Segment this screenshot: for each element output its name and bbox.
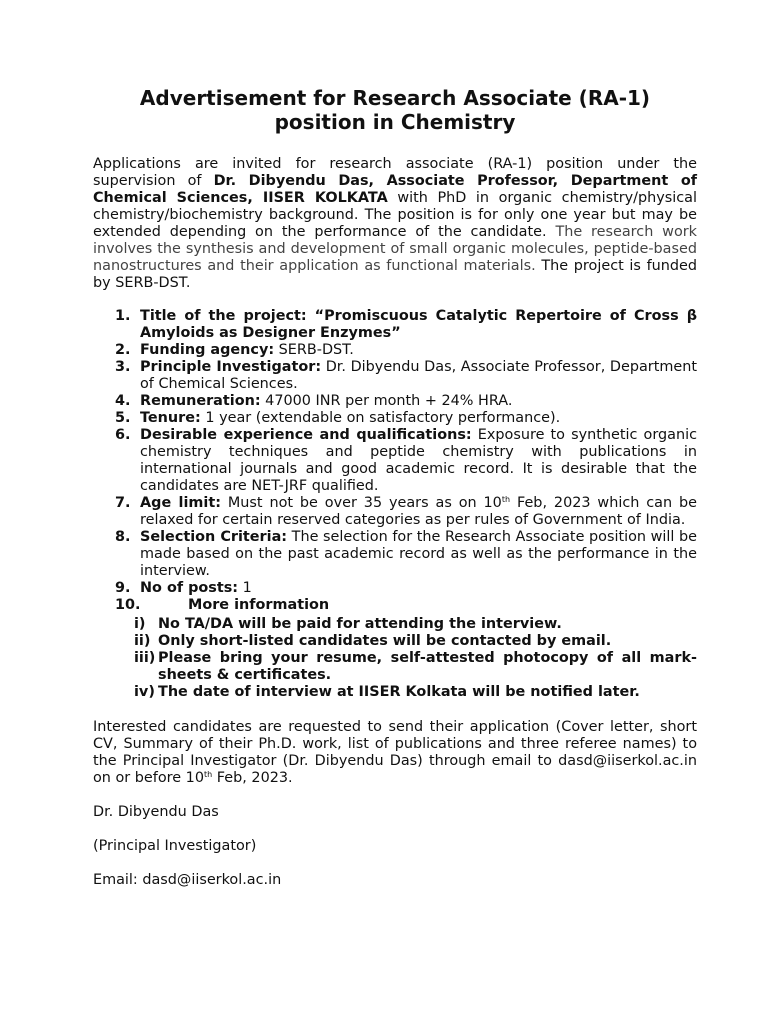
item-label: Funding agency: — [140, 342, 275, 358]
intro-text-1: Applications are invited for research associate (RA-1) position under the supervision of — [93, 156, 697, 189]
details-list — [93, 308, 697, 701]
item-value: 47000 INR per month + 24% HRA. — [260, 393, 513, 409]
list-item-investigator — [93, 359, 697, 393]
closing-text-end: Feb, 2023. — [212, 770, 293, 786]
list-item-age-limit — [93, 495, 697, 529]
list-item-remuneration — [93, 393, 697, 410]
intro-supervisor: Dr. Dibyendu Das, Associate Professor, Department of Chemical Sciences, IISER KOLKATA — [93, 173, 697, 206]
item-value: 1 — [238, 580, 252, 596]
more-info-item — [93, 650, 697, 684]
list-number: 7. — [115, 495, 131, 511]
closing-text: Interested candidates are requested to send their application (Cover letter, short CV, Summary of their Ph.D. work, list of publications and three referee names) to the Principal Investigator (Dr. Dibyendu Das) through email to dasd@iiserkol.ac.in on or before 10 — [93, 719, 697, 786]
closing-paragraph — [93, 719, 697, 787]
list-item-title — [93, 308, 697, 342]
list-item-funding — [93, 342, 697, 359]
more-info-list — [134, 616, 697, 701]
list-number: 6. — [115, 427, 131, 443]
intro-funding: The project is funded by SERB-DST. — [93, 258, 697, 291]
superscript: th — [501, 495, 511, 504]
intro-research-work: The research work involves the synthesis and development of small organic molecules, peptide-based nanostructures and their application as functional materials. — [93, 224, 698, 274]
item-label: Selection Criteria: — [140, 529, 288, 545]
item-label: Desirable experience and qualifications: — [140, 427, 472, 443]
item-value: Exposure to synthetic organic chemistry techniques and peptide chemistry with publications in international journals and good academic record. It is desirable that the candidates are NET-JRF qualified. — [140, 427, 697, 494]
list-number: 5. — [115, 410, 131, 426]
item-value: Must not be over 35 years as on 10 — [220, 495, 502, 511]
list-item-more-info — [93, 597, 697, 701]
intro-text-2: with PhD in organic chemistry/physical chemistry/biochemistry background. The position is for only one year but may be extended depending on the performance of the candidate. — [93, 190, 697, 240]
item-label: More information — [188, 597, 330, 613]
list-number: 9. — [115, 580, 131, 596]
list-number: 3. — [115, 359, 131, 375]
list-number: 4. — [115, 393, 131, 409]
item-label: Principle Investigator: — [140, 359, 322, 375]
item-value: Feb, 2023 which can be relaxed for certain reserved categories as per rules of Government of India. — [140, 495, 697, 528]
page-title — [93, 86, 697, 134]
list-number: 1. — [115, 308, 131, 324]
item-value: SERB-DST. — [274, 342, 354, 358]
sub-number: iv) — [134, 684, 155, 700]
item-label: Tenure: — [140, 410, 201, 426]
list-item-selection — [93, 529, 697, 580]
item-label: Age limit: — [140, 495, 221, 511]
item-label: No of posts: — [140, 580, 239, 596]
document-page — [93, 86, 697, 889]
sub-number: iii) — [134, 650, 156, 666]
more-info-item — [93, 616, 697, 633]
sub-text: Only short-listed candidates will be contacted by email. — [158, 633, 612, 649]
title-line-1: Advertisement for Research Associate (RA-1) — [139, 86, 651, 110]
sub-number: ii) — [134, 633, 151, 649]
list-item-tenure — [93, 410, 697, 427]
item-value: Dr. Dibyendu Das, Associate Professor, Department of Chemical Sciences. — [140, 359, 697, 392]
item-value: The selection for the Research Associate position will be made based on the past academic record as well as the performance in the interview. — [140, 529, 697, 579]
title-line-2: position in Chemistry — [274, 110, 516, 134]
list-number: 2. — [115, 342, 131, 358]
intro-paragraph — [93, 156, 697, 292]
more-info-item — [93, 633, 697, 650]
sub-text: Please bring your resume, self-attested photocopy of all mark-sheets & certificates. — [158, 650, 697, 683]
project-title: Title of the project: “Promiscuous Catalytic Repertoire of Cross β Amyloids as Designer Enzymes” — [140, 308, 697, 341]
list-item-posts — [93, 580, 697, 597]
signature-name: Dr. Dibyendu Das — [93, 804, 219, 820]
sub-text: The date of interview at IISER Kolkata will be notified later. — [158, 684, 640, 700]
signature-email: Email: dasd@iiserkol.ac.in — [93, 872, 282, 888]
signature-role: (Principal Investigator) — [93, 838, 257, 854]
sub-text: No TA/DA will be paid for attending the interview. — [158, 616, 562, 632]
superscript: th — [204, 770, 213, 779]
list-number: 10. — [115, 597, 141, 613]
list-item-qualifications — [93, 427, 697, 495]
sub-number: i) — [134, 616, 146, 632]
more-info-item — [93, 684, 697, 701]
list-number: 8. — [115, 529, 131, 545]
item-label: Remuneration: — [140, 393, 261, 409]
item-value: 1 year (extendable on satisfactory performance). — [200, 410, 561, 426]
